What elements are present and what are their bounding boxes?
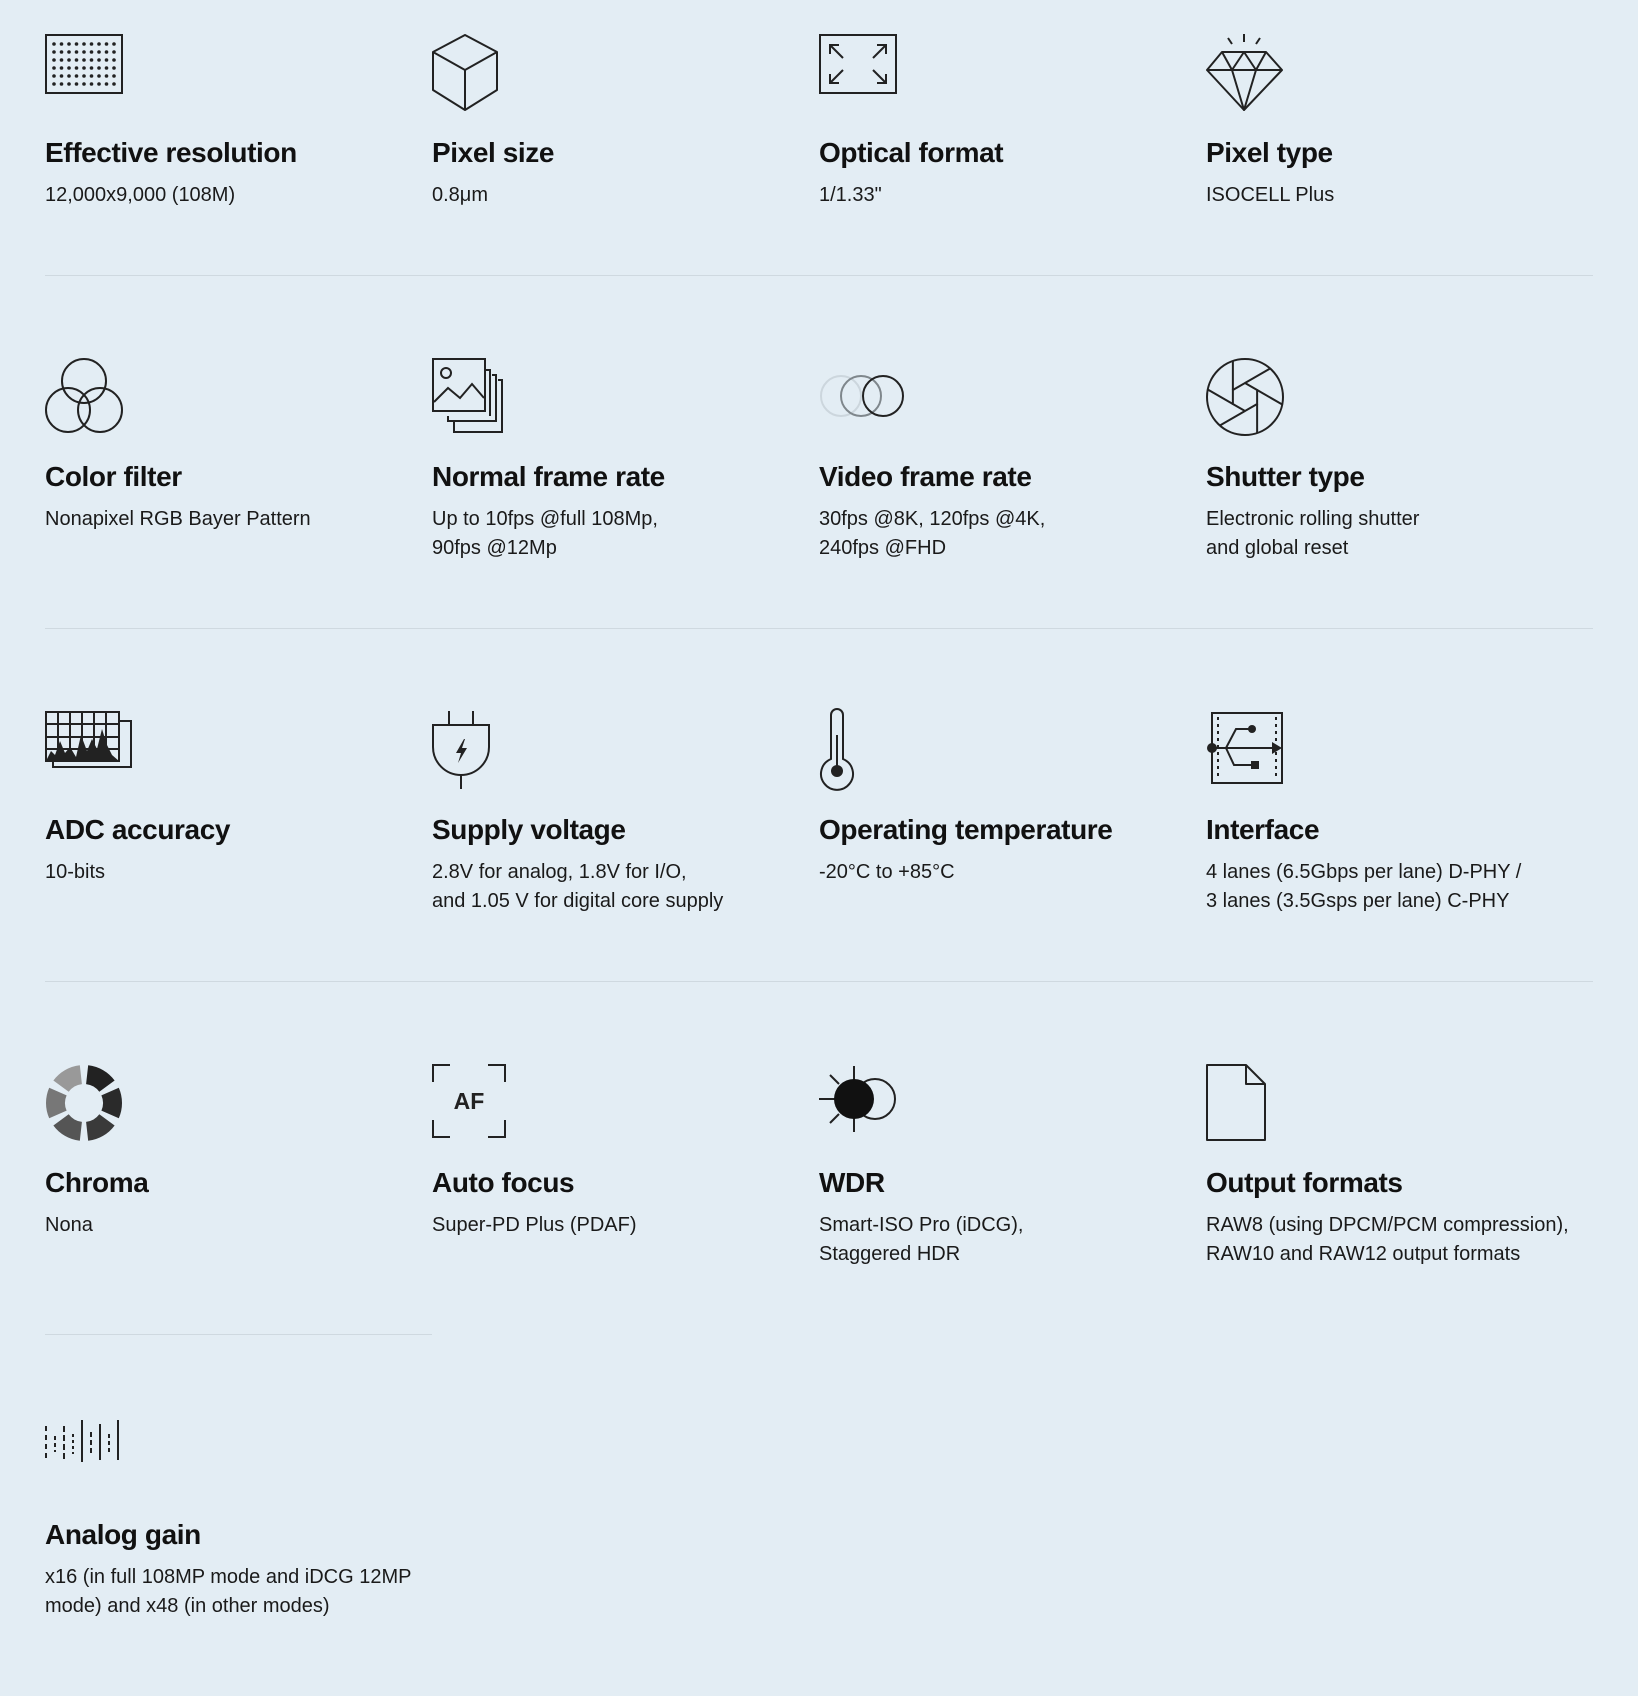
spec-value: 0.8μm xyxy=(432,184,488,206)
spec-title: Interface xyxy=(1206,814,1320,845)
spec-title: Video frame rate xyxy=(819,461,1032,492)
chroma-ring-icon xyxy=(45,1064,140,1149)
spec-row-1 xyxy=(45,34,1593,314)
row-divider xyxy=(45,275,1593,276)
thermometer-icon xyxy=(819,711,914,796)
spec-value: ISOCELL Plus xyxy=(1206,184,1335,206)
row-divider xyxy=(45,1334,432,1335)
row-divider xyxy=(45,628,1593,629)
spec-title: Pixel size xyxy=(432,137,555,168)
sun-circles-icon xyxy=(819,1064,914,1149)
spec-value: Up to 10fps @full 108Mp, 90fps @12Mp xyxy=(432,508,658,559)
spec-title: Normal frame rate xyxy=(432,461,665,492)
svg-text:AF: AF xyxy=(453,1088,485,1114)
motion-circles-icon xyxy=(819,358,914,443)
document-icon xyxy=(1206,1064,1301,1149)
signal-bars-icon xyxy=(45,1416,140,1501)
spec-title: WDR xyxy=(819,1167,885,1198)
spec-value: 1/1.33" xyxy=(819,184,882,206)
spec-value: Nona xyxy=(45,1214,93,1236)
histogram-icon xyxy=(45,711,140,796)
cube-icon xyxy=(432,34,527,119)
spec-title: Output formats xyxy=(1206,1167,1403,1198)
spec-row-4 xyxy=(45,1064,1593,1344)
spec-value: Smart-ISO Pro (iDCG), Staggered HDR xyxy=(819,1214,1024,1265)
circuit-board-icon xyxy=(1206,711,1301,796)
spec-value: 2.8V for analog, 1.8V for I/O, and 1.05 V for digital core supply xyxy=(432,861,724,912)
spec-title: Operating temperature xyxy=(819,814,1113,845)
spec-value: Super-PD Plus (PDAF) xyxy=(432,1214,637,1236)
pixel-grid-icon xyxy=(45,34,140,119)
spec-value: 30fps @8K, 120fps @4K, 240fps @FHD xyxy=(819,508,1046,559)
spec-title: Auto focus xyxy=(432,1167,575,1198)
spec-title: Pixel type xyxy=(1206,137,1333,168)
plug-icon xyxy=(432,711,527,796)
spec-title: Shutter type xyxy=(1206,461,1365,492)
spec-value: 12,000x9,000 (108M) xyxy=(45,184,236,206)
spec-value: 10-bits xyxy=(45,861,106,883)
spec-title: Supply voltage xyxy=(432,814,626,845)
row-divider xyxy=(45,981,1593,982)
spec-title: ADC accuracy xyxy=(45,814,231,845)
spec-value: RAW8 (using DPCM/PCM compression), RAW10 and RAW12 output formats xyxy=(1206,1214,1569,1265)
spec-value: Nonapixel RGB Bayer Pattern xyxy=(45,508,311,530)
spec-row-5 xyxy=(45,1416,1593,1696)
aperture-icon xyxy=(1206,358,1301,443)
stacked-images-icon xyxy=(432,358,527,443)
spec-title: Effective resolution xyxy=(45,137,297,168)
spec-title: Analog gain xyxy=(45,1519,201,1550)
spec-value: 4 lanes (6.5Gbps per lane) D-PHY / 3 lanes (3.5Gsps per lane) C-PHY xyxy=(1206,861,1522,912)
color-circles-icon xyxy=(45,358,140,443)
spec-title: Chroma xyxy=(45,1167,149,1198)
diamond-icon xyxy=(1206,34,1301,119)
spec-value: -20°C to +85°C xyxy=(819,861,955,883)
spec-value: x16 (in full 108MP mode and iDCG 12MP mode) and x48 (in other modes) xyxy=(45,1566,412,1617)
spec-value: Electronic rolling shutter and global reset xyxy=(1206,508,1420,559)
spec-title: Color filter xyxy=(45,461,182,492)
spec-row-2 xyxy=(45,358,1593,638)
af-frame-icon xyxy=(432,1064,527,1149)
spec-title: Optical format xyxy=(819,137,1004,168)
spec-row-3 xyxy=(45,711,1593,991)
expand-frame-icon xyxy=(819,34,914,119)
